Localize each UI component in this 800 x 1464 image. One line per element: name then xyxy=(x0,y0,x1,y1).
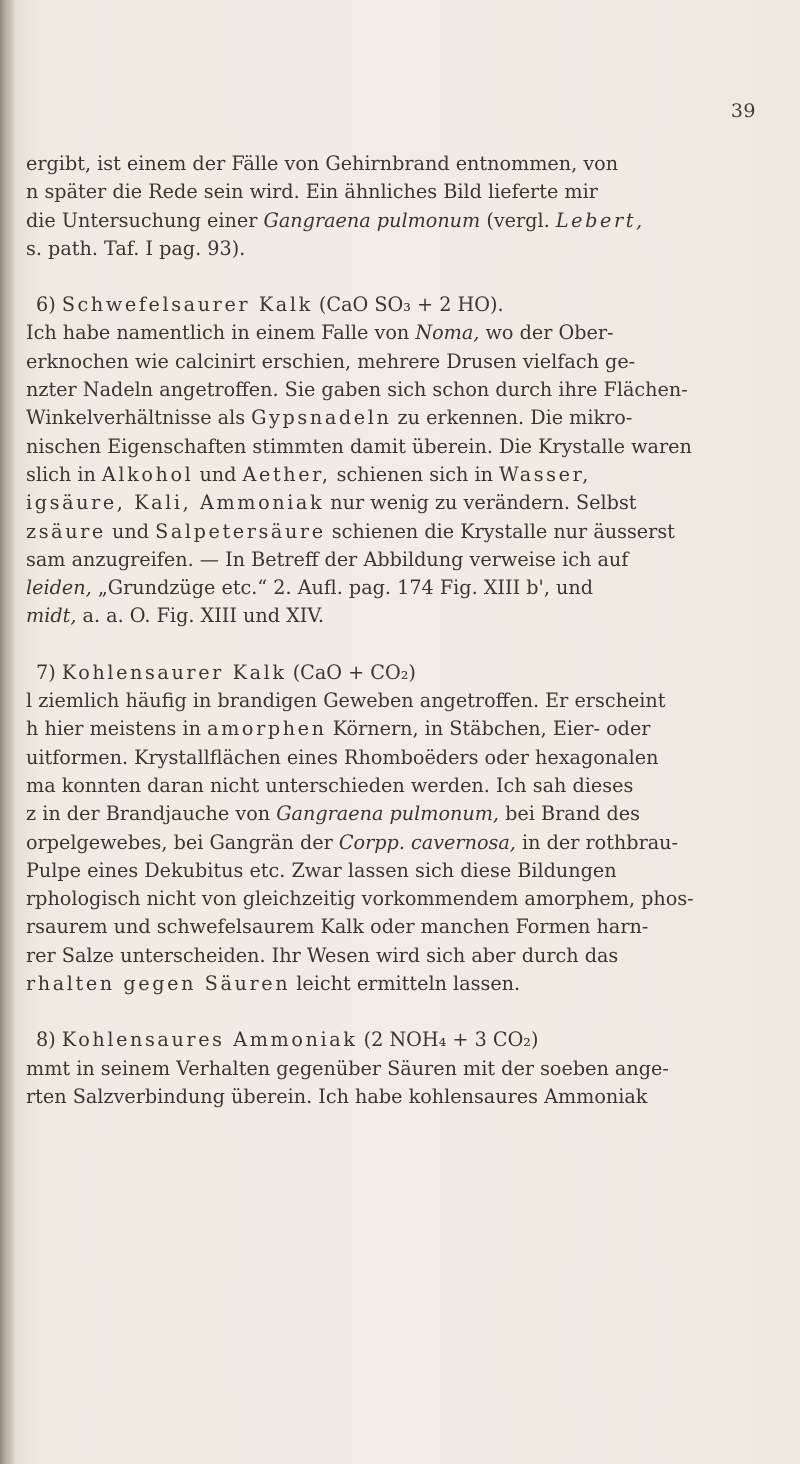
text-line: Ich habe namentlich in einem Falle von Noma, wo der Ober- xyxy=(26,321,614,345)
book-binding-edge xyxy=(0,0,14,1464)
text-line: rsaurem und schwefelsaurem Kalk oder manchen Formen harn- xyxy=(26,915,649,939)
text-line: rphologisch nicht von gleichzeitig vorkommendem amorphem, phos- xyxy=(26,887,694,911)
text-line: leiden, „Grundzüge etc.“ 2. Aufl. pag. 174 Fig. XIII b', und xyxy=(26,576,594,600)
text-line: midt, a. a. O. Fig. XIII und XIV. xyxy=(26,604,324,628)
section-title: Kohlensaures Ammoniak xyxy=(61,1028,358,1052)
text-line: rten Salzverbindung überein. Ich habe kohlensaures Ammoniak xyxy=(26,1084,648,1108)
section-number: 8) xyxy=(36,1028,56,1052)
text-line: rer Salze unterscheiden. Ihr Wesen wird sich aber durch das xyxy=(26,943,619,967)
text-line: slich in Alkohol und Aether, schienen sich in Wasser, xyxy=(26,462,591,486)
text-line: orpelgewebes, bei Gangrän der Corpp. cavernosa, in der rothbrau- xyxy=(26,830,679,854)
text-line: igsäure, Kali, Ammoniak nur wenig zu verändern. Selbst xyxy=(26,491,637,515)
text-line: s. path. Taf. I pag. 93). xyxy=(26,236,246,260)
text-line: nischen Eigenschaften stimmten damit überein. Die Krystalle waren xyxy=(26,434,692,458)
chemical-formula: (CaO SO₃ + 2 HO). xyxy=(318,293,504,317)
section-number: 7) xyxy=(36,660,56,684)
spacer xyxy=(26,263,766,291)
body-text xyxy=(26,150,766,1111)
spacer xyxy=(26,631,766,659)
text-line: l ziemlich häufig in brandigen Geweben angetroffen. Er erscheint xyxy=(26,689,666,713)
text-line: mmt in seinem Verhalten gegenüber Säuren mit der soeben ange- xyxy=(26,1056,669,1080)
text-line: rhalten gegen Säuren leicht ermitteln lassen. xyxy=(26,972,521,996)
section-title: Kohlensaurer Kalk xyxy=(61,660,287,684)
text-line: z in der Brandjauche von Gangraena pulmonum, bei Brand des xyxy=(26,802,640,826)
page-number: 39 xyxy=(730,100,756,122)
section-6-heading xyxy=(26,291,766,319)
section-7-heading xyxy=(26,659,766,687)
section-title: Schwefelsaurer Kalk xyxy=(61,293,313,317)
section-number: 6) xyxy=(36,293,56,317)
spacer xyxy=(26,998,766,1026)
text-line: erknochen wie calcinirt erschien, mehrere Drusen vielfach ge- xyxy=(26,349,636,373)
text-line: ma konnten daran nicht unterschieden werden. Ich sah dieses xyxy=(26,773,634,797)
text-line: Winkelverhältnisse als Gypsnadeln zu erkennen. Die mikro- xyxy=(26,406,633,430)
text-line: Pulpe eines Dekubitus etc. Zwar lassen sich diese Bildungen xyxy=(26,858,617,882)
text-line: n später die Rede sein wird. Ein ähnliches Bild lieferte mir xyxy=(26,180,598,204)
chemical-formula: (CaO + CO₂) xyxy=(292,660,416,684)
text-line: die Untersuchung einer Gangraena pulmonum (vergl. Lebert, xyxy=(26,208,645,232)
text-line: ergibt, ist einem der Fälle von Gehirnbrand entnommen, von xyxy=(26,152,619,175)
text-line: nzter Nadeln angetroffen. Sie gaben sich schon durch ihre Flächen- xyxy=(26,378,688,402)
text-line: sam anzugreifen. — In Betreff der Abbildung verweise ich auf xyxy=(26,547,629,571)
text-line: zsäure und Salpetersäure schienen die Krystalle nur äusserst xyxy=(26,519,675,543)
text-line: uitformen. Krystallflächen eines Rhomboëders oder hexagonalen xyxy=(26,745,659,769)
section-8-heading xyxy=(26,1026,766,1054)
chemical-formula: (2 NOH₄ + 3 CO₂) xyxy=(363,1028,539,1052)
text-line: h hier meistens in amorphen Körnern, in Stäbchen, Eier- oder xyxy=(26,717,651,741)
